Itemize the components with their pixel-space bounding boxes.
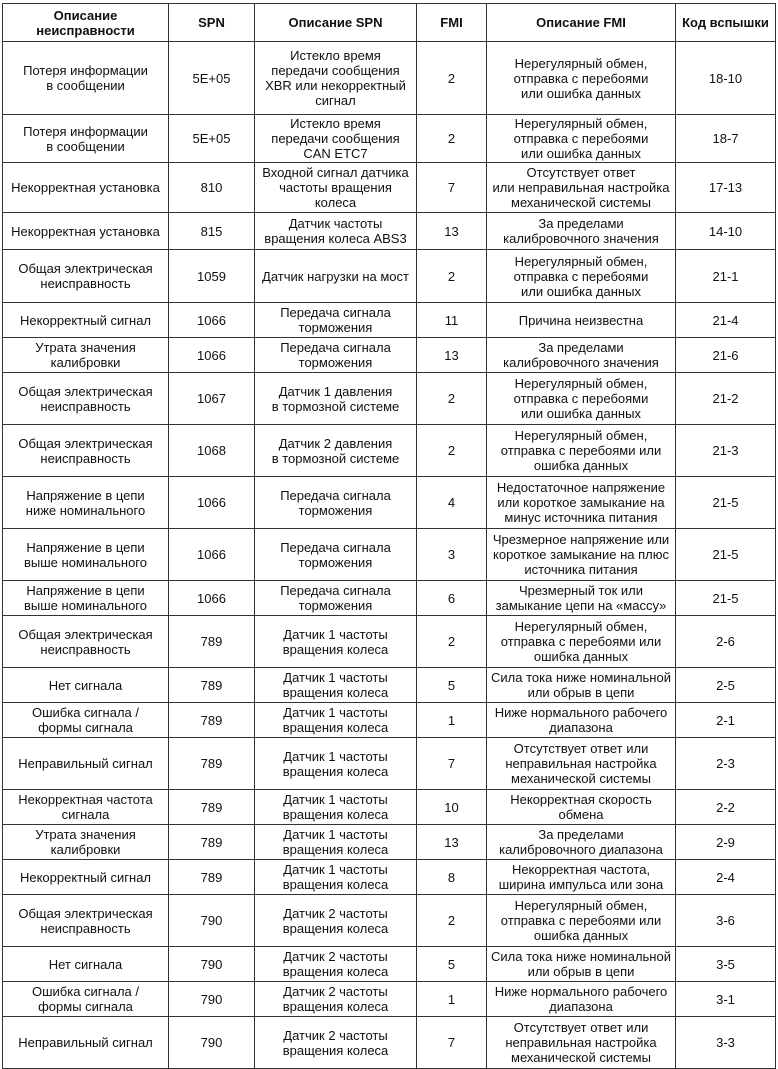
blink-code-cell: 21-2: [676, 373, 776, 425]
fmi-description-cell: Отсутствует ответ или неправильная настройка механической системы: [487, 1017, 676, 1069]
blink-code-cell: 21-6: [676, 338, 776, 373]
fault-description-cell: Потеря информации в сообщении: [3, 115, 169, 163]
blink-code-cell: 21-5: [676, 477, 776, 529]
fmi-description-cell: За пределами калибровочного диапазона: [487, 825, 676, 860]
fmi-cell: 13: [417, 338, 487, 373]
fmi-cell: 3: [417, 529, 487, 581]
table-row: [3, 616, 776, 668]
spn-description-cell: Передача сигнала торможения: [255, 338, 417, 373]
blink-code-cell: 21-3: [676, 425, 776, 477]
fmi-cell: 1: [417, 982, 487, 1017]
blink-code-cell: 2-5: [676, 668, 776, 703]
fmi-cell: 1: [417, 703, 487, 738]
blink-code-cell: 3-3: [676, 1017, 776, 1069]
spn-cell: 1059: [169, 250, 255, 303]
table-row: [3, 529, 776, 581]
fmi-cell: 7: [417, 163, 487, 213]
table-row: [3, 825, 776, 860]
spn-cell: 1067: [169, 373, 255, 425]
table-row: [3, 790, 776, 825]
fmi-cell: 2: [417, 250, 487, 303]
spn-description-cell: Датчик 2 частоты вращения колеса: [255, 895, 417, 947]
fmi-description-cell: Нерегулярный обмен, отправка с перебоями или ошибка данных: [487, 616, 676, 668]
spn-cell: 790: [169, 982, 255, 1017]
spn-description-cell: Датчик 1 частоты вращения колеса: [255, 703, 417, 738]
spn-description-cell: Датчик нагрузки на мост: [255, 250, 417, 303]
fault-description-cell: Утрата значения калибровки: [3, 338, 169, 373]
fmi-cell: 7: [417, 1017, 487, 1069]
blink-code-cell: 18-10: [676, 42, 776, 115]
fmi-description-cell: За пределами калибровочного значения: [487, 338, 676, 373]
spn-description-cell: Датчик 1 частоты вращения колеса: [255, 668, 417, 703]
spn-description-cell: Датчик 1 частоты вращения колеса: [255, 825, 417, 860]
blink-code-cell: 2-4: [676, 860, 776, 895]
fault-description-cell: Ошибка сигнала / формы сигнала: [3, 703, 169, 738]
table-row: [3, 250, 776, 303]
fmi-description-cell: За пределами калибровочного значения: [487, 213, 676, 250]
fmi-description-cell: Нерегулярный обмен, отправка с перебоями или ошибка данных: [487, 115, 676, 163]
spn-cell: 1066: [169, 477, 255, 529]
blink-code-cell: 3-1: [676, 982, 776, 1017]
fault-description-cell: Некорректная установка: [3, 163, 169, 213]
spn-description-cell: Датчик 1 частоты вращения колеса: [255, 790, 417, 825]
fmi-description-cell: Сила тока ниже номинальной или обрыв в цепи: [487, 668, 676, 703]
fault-description-cell: Общая электрическая неисправность: [3, 373, 169, 425]
spn-cell: 789: [169, 703, 255, 738]
table-row: [3, 947, 776, 982]
fmi-description-cell: Чрезмерный ток или замыкание цепи на «массу»: [487, 581, 676, 616]
spn-description-cell: Датчик 1 давления в тормозной системе: [255, 373, 417, 425]
fmi-cell: 2: [417, 425, 487, 477]
fmi-description-cell: Некорректная частота, ширина импульса или зона: [487, 860, 676, 895]
spn-description-cell: Датчик частоты вращения колеса ABS3: [255, 213, 417, 250]
table-row: [3, 668, 776, 703]
table-row: [3, 581, 776, 616]
fmi-description-cell: Нерегулярный обмен, отправка с перебоями или ошибка данных: [487, 42, 676, 115]
blink-code-cell: 21-1: [676, 250, 776, 303]
spn-cell: 1066: [169, 529, 255, 581]
fmi-cell: 4: [417, 477, 487, 529]
fault-description-cell: Нет сигнала: [3, 668, 169, 703]
spn-cell: 789: [169, 825, 255, 860]
header-fmi-description: Описание FMI: [487, 4, 676, 42]
fault-description-cell: Некорректный сигнал: [3, 303, 169, 338]
fmi-description-cell: Отсутствует ответ или неправильная настройка механической системы: [487, 738, 676, 790]
fmi-cell: 2: [417, 42, 487, 115]
spn-cell: 790: [169, 947, 255, 982]
spn-description-cell: Входной сигнал датчика частоты вращения колеса: [255, 163, 417, 213]
fault-description-cell: Напряжение в цепи выше номинального: [3, 581, 169, 616]
fmi-description-cell: Недостаточное напряжение или короткое замыкание на минус источника питания: [487, 477, 676, 529]
fault-description-cell: Напряжение в цепи выше номинального: [3, 529, 169, 581]
spn-cell: 789: [169, 616, 255, 668]
table-row: [3, 163, 776, 213]
table-body: [3, 42, 776, 1069]
fault-code-table: [2, 3, 776, 1069]
fmi-cell: 2: [417, 616, 487, 668]
spn-description-cell: Истекло время передачи сообщения XBR или некорректный сигнал: [255, 42, 417, 115]
fmi-cell: 2: [417, 115, 487, 163]
blink-code-cell: 2-2: [676, 790, 776, 825]
fmi-cell: 10: [417, 790, 487, 825]
spn-description-cell: Датчик 2 давления в тормозной системе: [255, 425, 417, 477]
header-blink-code: Код вспышки: [676, 4, 776, 42]
fmi-cell: 5: [417, 947, 487, 982]
table-row: [3, 425, 776, 477]
spn-cell: 789: [169, 738, 255, 790]
fault-description-cell: Некорректная установка: [3, 213, 169, 250]
spn-description-cell: Истекло время передачи сообщения CAN ETC7: [255, 115, 417, 163]
spn-cell: 790: [169, 895, 255, 947]
fmi-description-cell: Отсутствует ответ или неправильная настройка механической системы: [487, 163, 676, 213]
blink-code-cell: 2-3: [676, 738, 776, 790]
fault-description-cell: Общая электрическая неисправность: [3, 895, 169, 947]
spn-description-cell: Передача сигнала торможения: [255, 477, 417, 529]
fmi-cell: 2: [417, 373, 487, 425]
spn-cell: 1066: [169, 303, 255, 338]
table-row: [3, 42, 776, 115]
fmi-cell: 5: [417, 668, 487, 703]
spn-description-cell: Датчик 2 частоты вращения колеса: [255, 947, 417, 982]
fault-description-cell: Общая электрическая неисправность: [3, 250, 169, 303]
fault-description-cell: Неправильный сигнал: [3, 1017, 169, 1069]
table-row: [3, 860, 776, 895]
spn-description-cell: Датчик 1 частоты вращения колеса: [255, 860, 417, 895]
header-fmi: FMI: [417, 4, 487, 42]
spn-cell: 789: [169, 860, 255, 895]
blink-code-cell: 14-10: [676, 213, 776, 250]
spn-description-cell: Датчик 2 частоты вращения колеса: [255, 982, 417, 1017]
spn-cell: 1066: [169, 581, 255, 616]
fault-description-cell: Утрата значения калибровки: [3, 825, 169, 860]
spn-cell: 790: [169, 1017, 255, 1069]
fmi-cell: 2: [417, 895, 487, 947]
table-row: [3, 213, 776, 250]
table-row: [3, 982, 776, 1017]
spn-cell: 789: [169, 668, 255, 703]
fault-description-cell: Общая электрическая неисправность: [3, 616, 169, 668]
table-row: [3, 703, 776, 738]
fmi-description-cell: Сила тока ниже номинальной или обрыв в цепи: [487, 947, 676, 982]
fmi-description-cell: Некорректная скорость обмена: [487, 790, 676, 825]
fault-description-cell: Потеря информации в сообщении: [3, 42, 169, 115]
fault-description-cell: Некорректный сигнал: [3, 860, 169, 895]
blink-code-cell: 2-1: [676, 703, 776, 738]
header-row: [3, 4, 776, 42]
blink-code-cell: 18-7: [676, 115, 776, 163]
fmi-description-cell: Нерегулярный обмен, отправка с перебоями или ошибка данных: [487, 373, 676, 425]
spn-cell: 810: [169, 163, 255, 213]
table-row: [3, 115, 776, 163]
spn-cell: 5E+05: [169, 115, 255, 163]
fmi-description-cell: Чрезмерное напряжение или короткое замыкание на плюс источника питания: [487, 529, 676, 581]
blink-code-cell: 21-4: [676, 303, 776, 338]
spn-description-cell: Датчик 1 частоты вращения колеса: [255, 616, 417, 668]
blink-code-cell: 21-5: [676, 581, 776, 616]
fmi-cell: 8: [417, 860, 487, 895]
blink-code-cell: 2-6: [676, 616, 776, 668]
fault-description-cell: Ошибка сигнала / формы сигнала: [3, 982, 169, 1017]
fault-description-cell: Напряжение в цепи ниже номинального: [3, 477, 169, 529]
fmi-cell: 7: [417, 738, 487, 790]
table-row: [3, 338, 776, 373]
spn-description-cell: Датчик 2 частоты вращения колеса: [255, 1017, 417, 1069]
header-spn-description: Описание SPN: [255, 4, 417, 42]
table-row: [3, 373, 776, 425]
fault-description-cell: Некорректная частота сигнала: [3, 790, 169, 825]
spn-cell: 1068: [169, 425, 255, 477]
spn-description-cell: Передача сигнала торможения: [255, 581, 417, 616]
fmi-cell: 6: [417, 581, 487, 616]
table-row: [3, 477, 776, 529]
spn-cell: 815: [169, 213, 255, 250]
fmi-description-cell: Ниже нормального рабочего диапазона: [487, 982, 676, 1017]
fmi-cell: 11: [417, 303, 487, 338]
fmi-description-cell: Нерегулярный обмен, отправка с перебоями или ошибка данных: [487, 425, 676, 477]
fault-description-cell: Общая электрическая неисправность: [3, 425, 169, 477]
header-fault-description: Описание неисправности: [3, 4, 169, 42]
blink-code-cell: 3-5: [676, 947, 776, 982]
table-row: [3, 1017, 776, 1069]
fmi-description-cell: Причина неизвестна: [487, 303, 676, 338]
fmi-cell: 13: [417, 213, 487, 250]
table-row: [3, 738, 776, 790]
blink-code-cell: 3-6: [676, 895, 776, 947]
fault-description-cell: Нет сигнала: [3, 947, 169, 982]
spn-description-cell: Датчик 1 частоты вращения колеса: [255, 738, 417, 790]
table-row: [3, 895, 776, 947]
blink-code-cell: 21-5: [676, 529, 776, 581]
fmi-description-cell: Нерегулярный обмен, отправка с перебоями или ошибка данных: [487, 895, 676, 947]
table-row: [3, 303, 776, 338]
blink-code-cell: 17-13: [676, 163, 776, 213]
spn-description-cell: Передача сигнала торможения: [255, 529, 417, 581]
header-spn: SPN: [169, 4, 255, 42]
spn-cell: 789: [169, 790, 255, 825]
blink-code-cell: 2-9: [676, 825, 776, 860]
fault-description-cell: Неправильный сигнал: [3, 738, 169, 790]
fmi-cell: 13: [417, 825, 487, 860]
fmi-description-cell: Ниже нормального рабочего диапазона: [487, 703, 676, 738]
spn-description-cell: Передача сигнала торможения: [255, 303, 417, 338]
spn-cell: 1066: [169, 338, 255, 373]
fmi-description-cell: Нерегулярный обмен, отправка с перебоями или ошибка данных: [487, 250, 676, 303]
spn-cell: 5E+05: [169, 42, 255, 115]
